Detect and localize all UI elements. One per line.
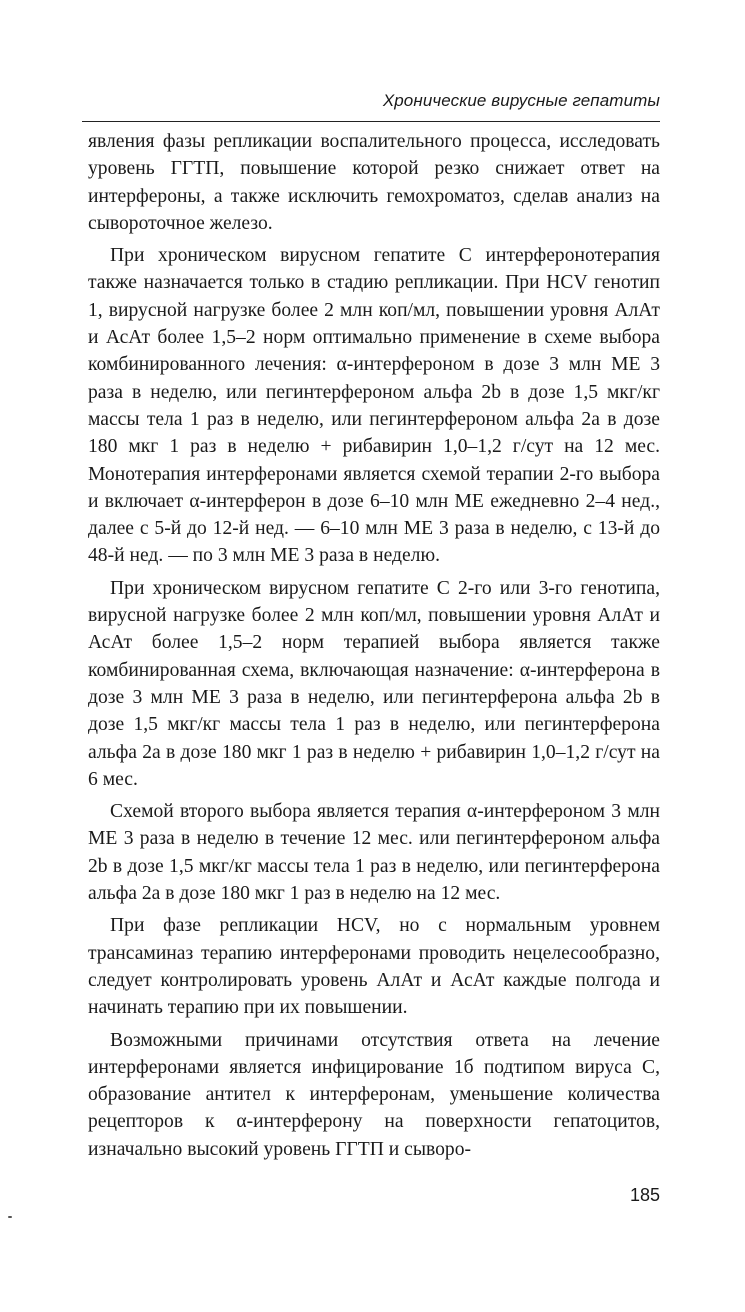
scan-speck xyxy=(8,1216,12,1218)
paragraph-hcv-genotype-2-3: При хроническом вирусном гепатите С 2-го или 3-го генотипа, вирусной нагрузке более 2 млн коп/мл, повышении уровня АлАт и АсАт более 1,5–2 норм терапией выбора является также комбинированная схема, включающая назначение: α-интерферона в дозе 3 млн МЕ 3 раза в неделю, или пегинтерферона альфа 2b в дозе 1,5 мкг/кг массы тела 1 раз в неделю, или пегинтерферона альфа 2а в дозе 180 мкг 1 раз в неделю + рибавирин 1,0–1,2 г/сут на 6 мес. xyxy=(88,577,660,790)
paragraph-nonresponse-causes: Возможными причинами отсутствия ответа на лечение интерферонами является инфицирование 1б подтипом вируса С, образование антител к интерферонам, уменьшение количества рецепторов к α-интерферону на поверхности гепатоцитов, изначально высокий уровень ГГТП и сыворо- xyxy=(88,1029,660,1160)
paragraph-second-choice: Схемой второго выбора является терапия α-интерфероном 3 млн МЕ 3 раза в неделю в течение 12 мес. или пегинтерфероном альфа 2b в дозе 1,5 мкг/кг массы тела 1 раз в неделю, или пегинтерферона альфа 2а в дозе 180 мкг 1 раз в неделю на 12 мес. xyxy=(88,801,660,905)
page-number: 185 xyxy=(629,1185,660,1205)
body-text xyxy=(88,128,660,1163)
running-head: Хронические вирусные гепатиты xyxy=(382,91,660,110)
header-rule xyxy=(82,121,660,122)
paragraph-continuation: явления фазы репликации воспалительного процесса, исследовать уровень ГГТП, повышение которой резко снижает ответ на интерфероны, а также исключить гемохроматоз, сделав анализ на сывороточное железо. xyxy=(88,131,660,234)
paragraph-hcv-genotype-1: При хроническом вирусном гепатите С интерферонотерапия также назначается только в стадию репликации. При HCV генотип 1, вирусной нагрузке более 2 млн коп/мл, повышении уровня АлАт и АсАт более 1,5–2 норм оптимально применение в схеме выбора комбинированного лечения: α-интерфероном в дозе 3 млн МЕ 3 раза в неделю, или пегинтерфероном альфа 2b в дозе 1,5 мкг/кг массы тела 1 раз в неделю, или пегинтерфероном альфа 2а в дозе 180 мкг 1 раз в неделю + рибавирин 1,0–1,2 г/сут на 12 мес. Монотерапия интерферонами является схемой терапии 2-го выбора и включает α-интерферон в дозе 6–10 млн МЕ ежедневно 2–4 нед., далее с 5-й до 12-й нед. — 6–10 млн МЕ 3 раза в неделю, с 13-й до 48-й нед. — по 3 млн МЕ 3 раза в неделю. xyxy=(88,245,660,567)
paragraph-normal-transaminases: При фазе репликации HCV, но с нормальным уровнем трансаминаз терапию интерферонами проводить нецелесообразно, следует контролировать уровень АлАт и АсАт каждые полгода и начинать терапию при их повышении. xyxy=(88,915,660,1019)
